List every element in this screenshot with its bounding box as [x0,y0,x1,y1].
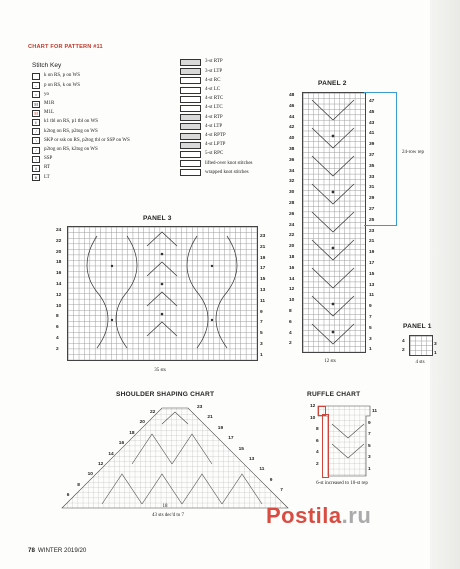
row-number: 13 [369,282,375,288]
row-number: 46 [289,103,295,109]
row-number: 14 [289,276,295,282]
ruffle-repeat-box-side [322,414,329,478]
row-number: 31 [369,185,375,191]
ssp-icon: \ [32,156,40,163]
yo-circle-icon: ○ [32,91,40,98]
row-number: 5 [368,443,371,449]
row-number: 3 [260,341,263,347]
row-number: 14 [56,281,62,287]
row-number: 26 [289,211,295,217]
row-number: 10 [289,298,295,304]
key-item: ℓ k1 tbl on RS, p1 tbl on WS [32,118,130,127]
panel-1-stitch-count: 4 sts [415,360,425,365]
row-number: 7 [260,320,263,326]
panel-2-stitch-count: 12 sts [324,359,336,364]
ruffle-chart-title: RUFFLE CHART [307,391,361,398]
row-number: 11 [369,293,375,299]
row-number: 43 [369,120,375,126]
wrapped-knot-icon [180,169,201,176]
row-number: 6 [66,493,70,499]
key-item: 4-st LC [180,86,253,95]
row-number: 19 [260,255,266,261]
watermark: Postila.ru [266,503,372,528]
key-item: 4-st LPTP [180,141,253,150]
lt-icon: ⤪ [32,174,40,181]
panel-3-title: PANEL 3 [143,215,172,222]
row-number: 12 [98,462,104,467]
m1r-icon: M [32,101,40,108]
key-item: 4-st RPTP [180,132,253,141]
row-number: 18 [289,254,295,260]
cable-4st-rtc-icon [180,96,201,103]
panel-2-repeat-note: 24-row rep [401,150,425,155]
key-item: 3-st LTP [180,67,253,76]
key-item: 4-st LTC [180,104,253,113]
page-edge [430,0,460,569]
row-number: 13 [249,457,255,462]
row-number: 9 [260,309,263,315]
row-number: 13 [260,287,266,293]
row-number: 28 [289,200,295,206]
panel-3-stitch-count: 35 sts [154,368,166,373]
row-number: 8 [77,482,80,488]
row-number: 18 [129,430,135,436]
key-item: 4-st RTP [180,113,253,122]
k2tog-icon: / [32,128,40,135]
m1l-icon: M [32,110,40,117]
key-item: 4-st LTP [180,122,253,131]
row-number: 39 [369,142,375,148]
page-heading: CHART FOR PATTERN #11 [28,44,103,50]
stitch-key-title: Stitch Key [32,62,62,69]
row-number: 12 [56,292,62,298]
row-number: 17 [260,266,266,272]
row-number: 37 [369,152,375,158]
row-number: 16 [118,441,125,447]
row-number: 18 [56,260,62,266]
row-number: 48 [289,93,295,98]
shoulder-center-stitch: 18 [162,504,168,509]
row-number: 40 [289,136,295,142]
shoulder-chart-grid [62,404,294,508]
row-number: 9 [369,304,372,310]
row-number: 7 [368,432,371,437]
row-number: 16 [289,265,295,271]
row-number: 19 [369,250,375,256]
row-number: 34 [289,168,295,174]
key-item: wrapped knot stitches [180,168,253,177]
key-item: 5-st RPC [180,150,253,159]
panel-2-left-row-numbers [289,91,294,350]
lifted-over-knot-icon [180,160,201,167]
row-number: 7 [369,314,372,320]
key-item: ⤪ LT [32,173,130,182]
row-number: 2 [316,461,319,467]
p2tog-icon: / [32,147,40,154]
key-item: 3-st RTP [180,58,253,67]
row-number: 11 [259,467,265,473]
row-number: 12 [310,404,316,409]
row-number: 47 [369,99,375,104]
cable-4st-lptp-icon [180,142,201,149]
cable-4st-rc-icon [180,77,201,84]
key-item: M M1L [32,109,130,118]
row-number: 10 [56,303,62,309]
row-number: 22 [289,233,295,239]
panel-2-title: PANEL 2 [318,80,347,87]
row-number: 7 [280,488,283,494]
row-number: 1 [368,466,371,472]
row-number: 25 [369,217,375,223]
row-number: 20 [56,249,62,255]
row-number: 23 [260,234,266,239]
row-number: 2 [56,346,59,352]
row-number: 22 [56,238,62,244]
cable-4st-ltc-icon [180,105,201,112]
panel-3-right-row-numbers [260,232,265,362]
cable-4st-ltp-icon [180,123,201,130]
row-number: 36 [289,157,295,163]
panel-1-left-row-numbers: 4 2 [402,339,405,353]
row-number: 38 [289,146,295,152]
row-number: 23 [197,405,203,410]
row-number: 4 [56,335,59,341]
stitch-key-left [32,72,130,182]
row-number: 3 [369,336,372,342]
row-number: 42 [289,125,295,131]
row-number: 24 [56,228,62,233]
row-number: 4 [289,330,292,336]
row-number: 1 [369,347,372,353]
row-number: 41 [369,131,375,137]
row-number: 11 [260,298,266,304]
key-item: lifted-over knot stitches [180,159,253,168]
row-number: 8 [316,427,319,432]
row-number: 35 [369,163,375,169]
row-number: 5 [369,325,372,331]
row-number: 9 [368,420,371,426]
panel-3-motifs [67,226,256,359]
row-number: 9 [269,477,273,483]
skp-icon: \ [32,137,40,144]
row-number: 21 [369,239,375,245]
panel-2-motifs [302,92,364,351]
row-number: 33 [369,174,375,180]
row-number: 24 [289,222,295,228]
shoulder-chart-title: SHOULDER SHAPING CHART [116,391,215,398]
row-number: 15 [260,277,266,283]
key-item: / k2tog on RS, p2tog on WS [32,127,130,136]
row-number: 6 [56,325,59,331]
row-number: 14 [108,451,114,457]
panel-1-right-row-numbers: 3 1 [434,342,437,356]
row-number: 8 [56,314,59,320]
row-number: 19 [217,425,224,431]
cable-5st-rpc-icon [180,151,201,158]
stitch-key-right [180,58,253,177]
row-number: 20 [139,420,145,426]
shoulder-stitch-count: 43 sts dec'd to 7 [151,513,184,518]
row-number: 20 [289,244,295,250]
page-footer: 78 WINTER 2019/20 [28,547,87,554]
key-item: 4-st RTC [180,95,253,104]
cable-4st-rptp-icon [180,133,201,140]
row-number: 8 [289,308,292,314]
row-number: 5 [260,331,263,337]
key-item: 4-st RC [180,76,253,85]
key-item: ○ yo [32,90,130,99]
row-number: 2 [289,341,292,347]
row-number: 3 [368,455,371,460]
row-number: 30 [289,190,295,196]
row-number: 21 [260,244,266,250]
rt-icon: ⤫ [32,165,40,172]
cable-3st-rtp-icon [180,59,201,66]
row-number: 11 [372,409,378,414]
row-number: 32 [289,179,295,185]
k1tbl-icon: ℓ [32,119,40,126]
row-number: 6 [316,438,319,444]
purl-dash-icon: – [32,82,40,89]
key-item: k on RS, p on WS [32,72,130,81]
key-item: ⤫ RT [32,164,130,173]
row-number: 27 [369,206,375,212]
panel-3-left-row-numbers [56,226,61,356]
row-number: 23 [369,228,375,234]
key-item: / p2tog on RS, k2tog on WS [32,146,130,155]
panel-2-repeat-bracket [364,92,397,226]
row-number: 21 [207,415,213,421]
cable-4st-lc-icon [180,87,201,94]
cable-4st-rtp-icon [180,114,201,121]
row-number: 29 [369,196,375,202]
blank-cell-icon [32,73,40,80]
row-number: 4 [316,450,319,455]
panel-1-title: PANEL 1 [403,323,432,330]
row-number: 22 [150,410,156,415]
row-number: 44 [289,114,295,120]
key-item: \ SKP or ssk on RS, p2tog tbl or SSP on WS [32,136,130,145]
row-number: 16 [56,271,62,277]
panel-1-chart-grid [409,335,433,356]
row-number: 10 [87,472,93,478]
ruffle-note: 6-st increased to 10-st rep [316,481,368,486]
row-number: 15 [369,271,375,277]
key-item: – p on RS, k on WS [32,81,130,90]
row-number: 15 [238,446,244,452]
row-number: 10 [310,415,316,421]
row-number: 1 [260,352,263,358]
row-number: 45 [369,109,375,115]
row-number: 17 [228,436,234,442]
key-item: \ SSP [32,155,130,164]
cable-3st-ltp-icon [180,68,201,75]
row-number: 17 [369,260,375,266]
row-number: 6 [289,319,292,325]
key-item: M M1R [32,100,130,109]
row-number: 12 [289,287,295,293]
